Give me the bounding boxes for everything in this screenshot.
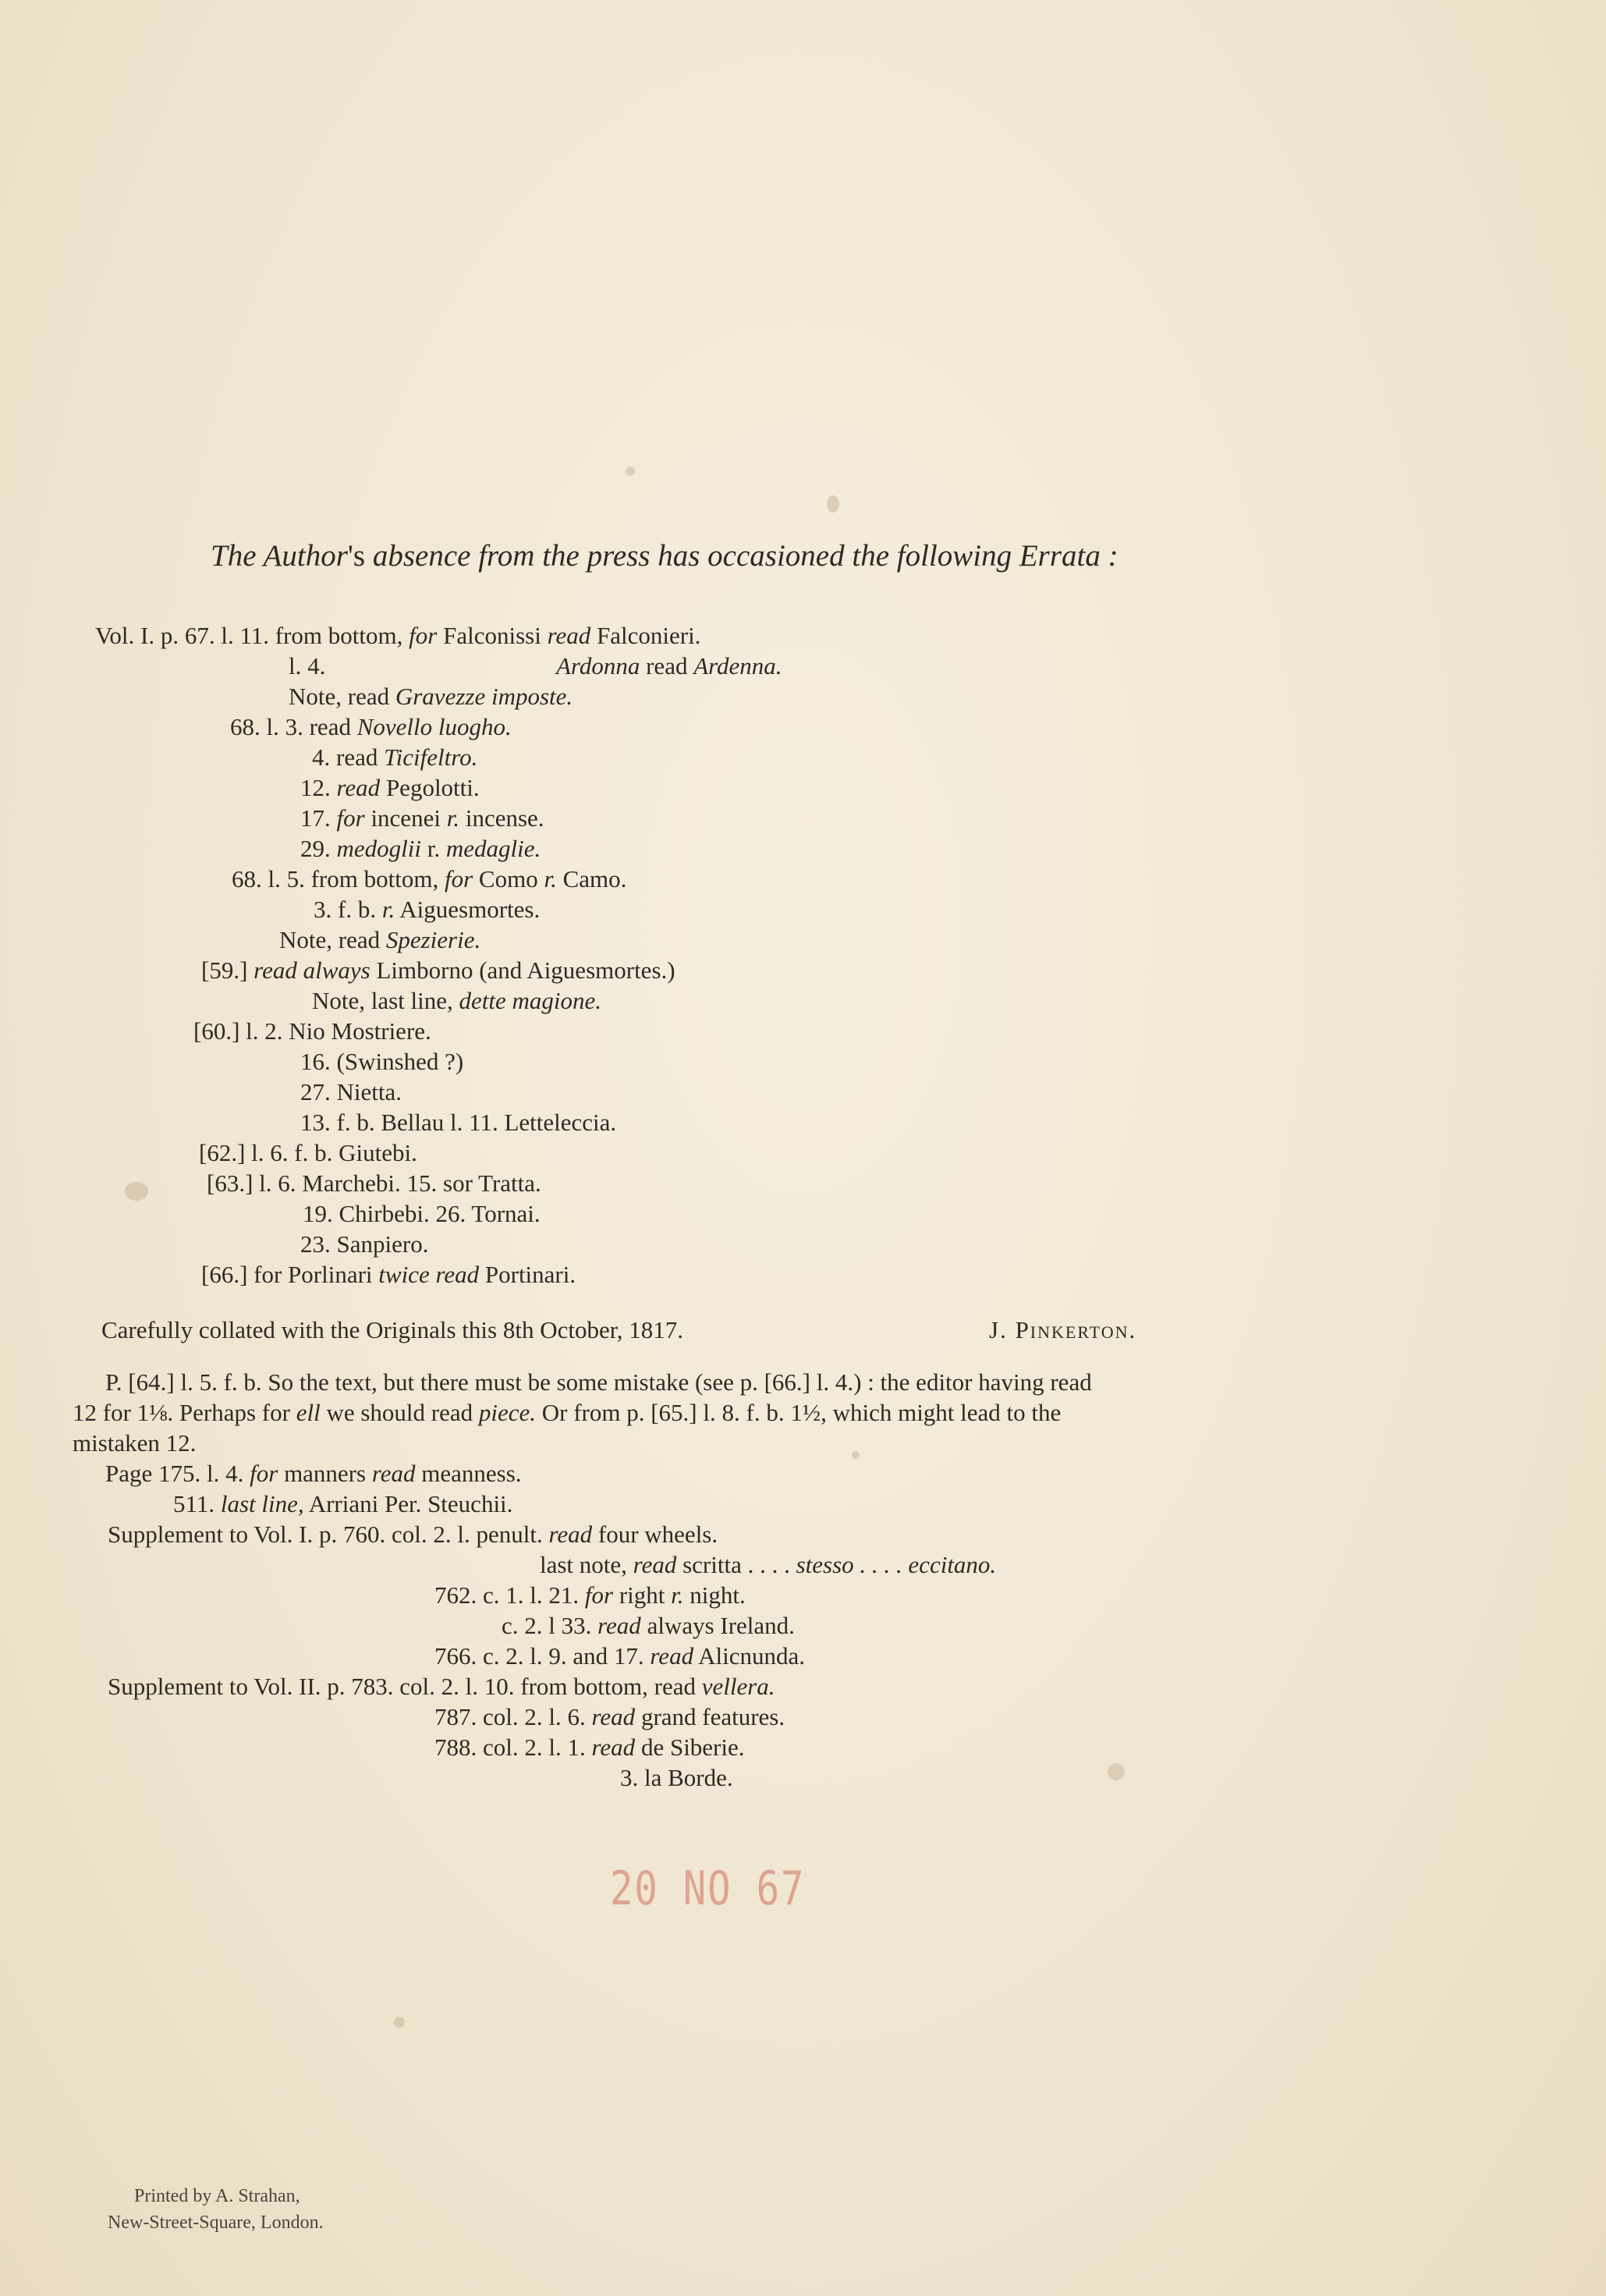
paper-spot	[394, 2017, 405, 2028]
errata-heading: The Author's absence from the press has occasioned the following Errata :	[211, 539, 1119, 573]
errata-line: Ardonna read Ardenna.	[556, 652, 782, 680]
errata-line: Page 175. l. 4. for manners read meanness.	[105, 1460, 522, 1487]
errata-line: 788. col. 2. l. 1. read de Siberie.	[434, 1734, 745, 1761]
errata-line: 19. Chirbebi. 26. Tornai.	[303, 1200, 541, 1227]
errata-line: Vol. I. p. 67. l. 11. from bottom, for Falconissi read Falconieri.	[95, 622, 701, 649]
paper-spot	[827, 495, 839, 513]
errata-line: 16. (Swinshed ?)	[300, 1048, 464, 1075]
errata-line: c. 2. l 33. read always Ireland.	[502, 1612, 795, 1639]
errata-line: 27. Nietta.	[300, 1078, 402, 1105]
signature: J. Pinkerton.	[989, 1316, 1137, 1343]
note-line: 12 for 1⅛. Perhaps for ell we should read piece. Or from p. [65.] l. 8. f. b. 1½, which might lead to the	[73, 1399, 1062, 1426]
errata-line: [59.] read always Limborno (and Aiguesmortes.)	[201, 956, 675, 984]
errata-line: 511. last line, Arriani Per. Steuchii.	[173, 1490, 513, 1517]
errata-line: 13. f. b. Bellau l. 11. Letteleccia.	[300, 1109, 617, 1136]
note-line: mistaken 12.	[73, 1429, 197, 1457]
errata-line: last note, read scritta . . . . stesso . . . . eccitano.	[540, 1551, 997, 1578]
errata-line: 3. la Borde.	[620, 1764, 733, 1791]
printer-imprint-line: Printed by A. Strahan,	[134, 2186, 300, 2206]
errata-line: [63.] l. 6. Marchebi. 15. sor Tratta.	[207, 1169, 541, 1197]
errata-line: [60.] l. 2. Nio Mostriere.	[193, 1017, 431, 1045]
paper-spot	[626, 467, 635, 476]
errata-line: Supplement to Vol. II. p. 783. col. 2. l. 10. from bottom, read vellera.	[108, 1673, 775, 1700]
errata-line: 787. col. 2. l. 6. read grand features.	[434, 1703, 785, 1730]
errata-line: 3. f. b. r. Aiguesmortes.	[314, 896, 541, 923]
errata-line: 68. l. 5. from bottom, for Como r. Camo.	[232, 865, 627, 892]
errata-line: [66.] for Porlinari twice read Portinari.	[201, 1261, 576, 1288]
errata-line: l. 4.	[289, 652, 326, 680]
library-date-stamp: 20 NO 67	[610, 1861, 806, 1916]
errata-line: 766. c. 2. l. 9. and 17. read Alicnunda.	[434, 1642, 806, 1670]
errata-line: 17. for incenei r. incense.	[300, 804, 544, 832]
errata-line: [62.] l. 6. f. b. Giutebi.	[199, 1139, 417, 1166]
errata-line: Supplement to Vol. I. p. 760. col. 2. l. penult. read four wheels.	[108, 1521, 718, 1548]
paper-spot	[1108, 1763, 1125, 1780]
errata-line: Note, read Spezierie.	[279, 926, 481, 953]
paper-spot	[852, 1451, 860, 1459]
collation-line: Carefully collated with the Originals this 8th October, 1817.	[101, 1316, 684, 1343]
errata-line: 23. Sanpiero.	[300, 1230, 429, 1258]
errata-line: 68. l. 3. read Novello luogho.	[230, 713, 512, 740]
printer-imprint-line: New-Street-Square, London.	[108, 2213, 324, 2233]
errata-line: 4. read Ticifeltro.	[312, 743, 478, 771]
errata-line: Note, read Gravezze imposte.	[289, 683, 573, 710]
paper-spot	[125, 1182, 148, 1201]
errata-line: 29. medoglii r. medaglie.	[300, 835, 541, 862]
errata-line: 762. c. 1. l. 21. for right r. night.	[434, 1581, 746, 1609]
errata-line: Note, last line, dette magione.	[312, 987, 602, 1014]
note-line: P. [64.] l. 5. f. b. So the text, but there must be some mistake (see p. [66.] l. 4.) : the editor having read	[105, 1368, 1092, 1396]
errata-line: 12. read Pegolotti.	[300, 774, 480, 801]
